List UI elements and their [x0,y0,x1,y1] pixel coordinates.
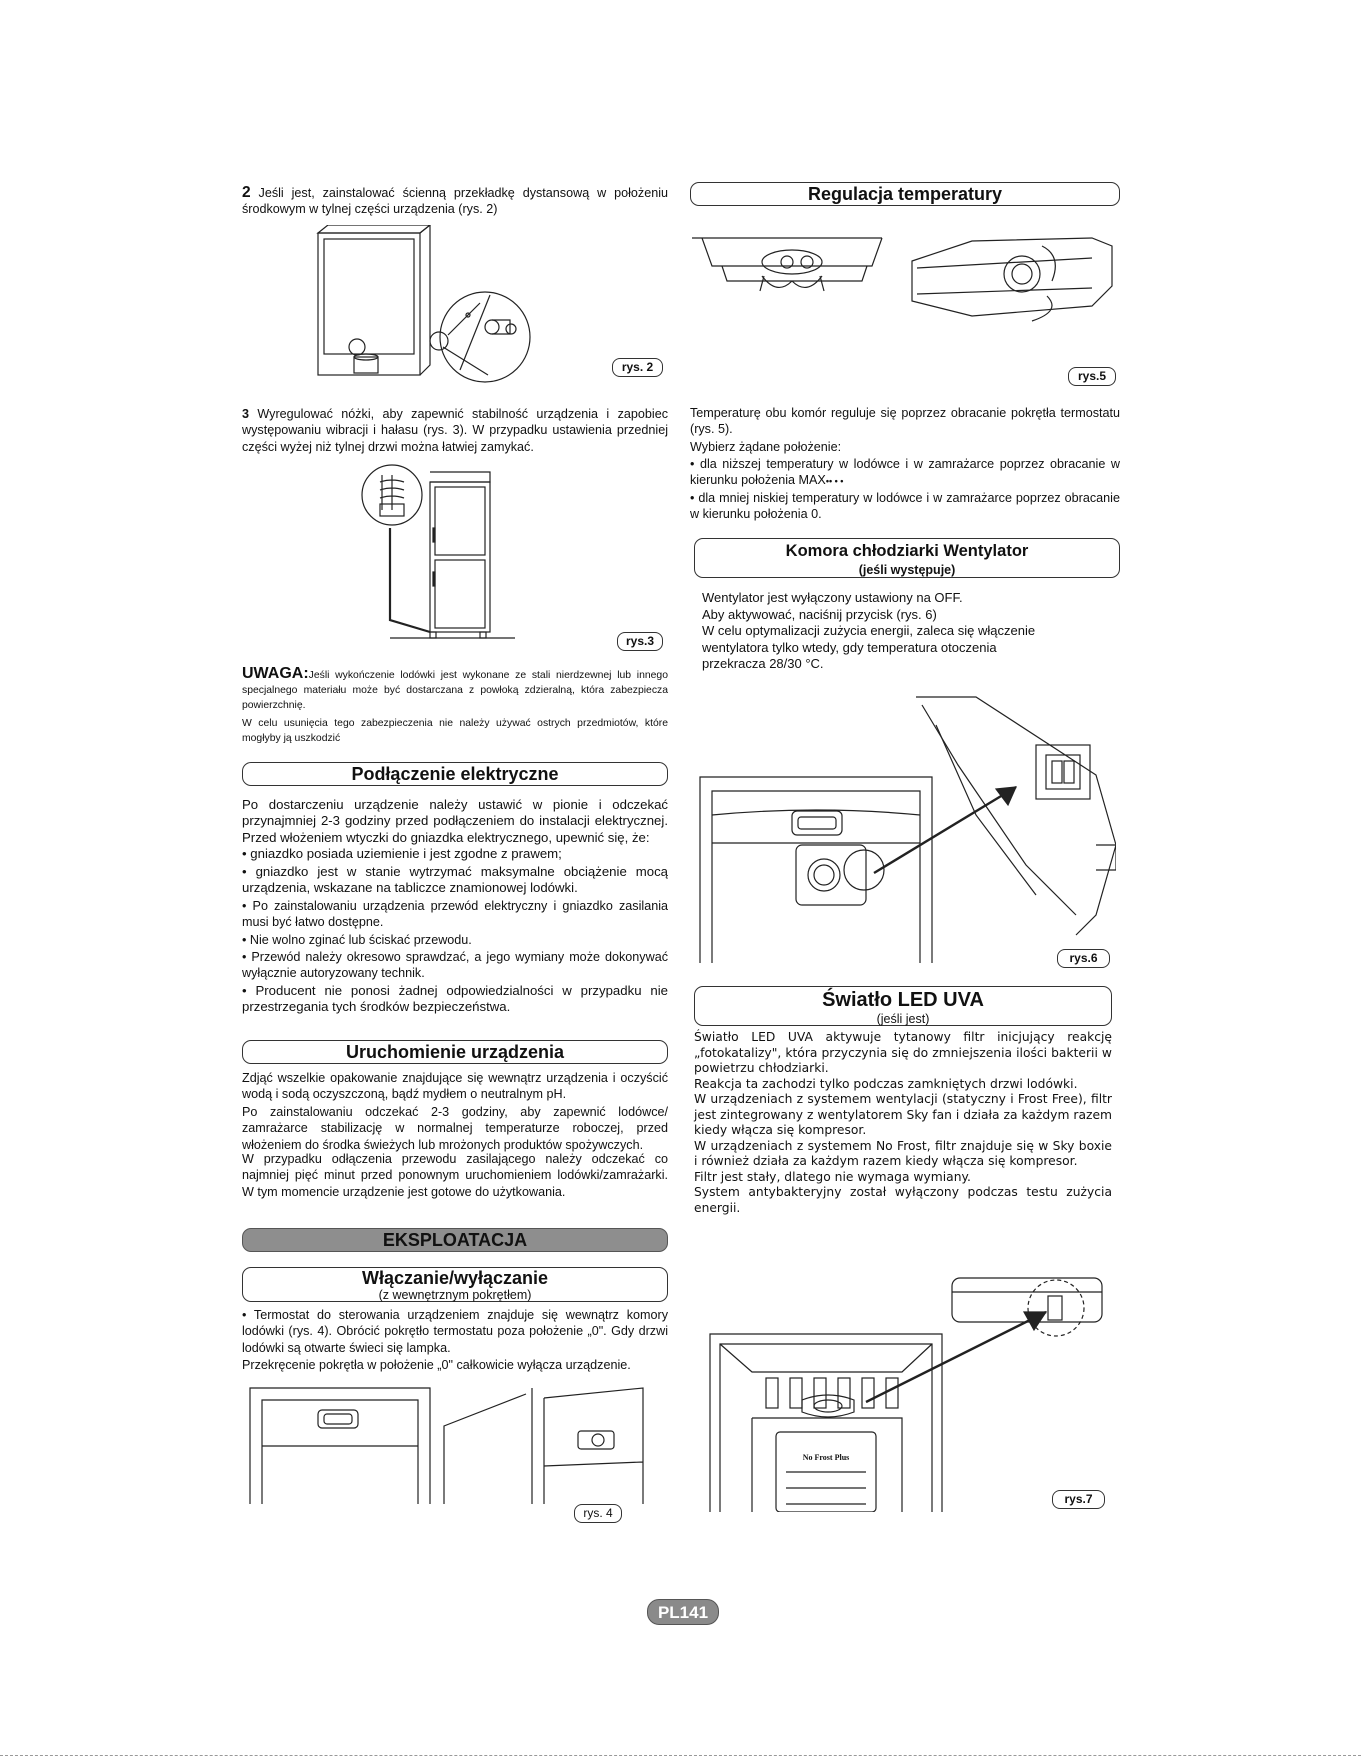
figure-2-label: rys. 2 [612,358,663,377]
temperature-heading-text: Regulacja temperatury [807,184,1003,204]
step2-paragraph [242,185,668,218]
figure-7-label: rys.7 [1052,1490,1105,1509]
figure-5-thermostat-knob-illustration [692,236,1122,336]
led-heading-text: Światło LED UVA [822,989,984,1011]
step2-text: Jeśli jest, zainstalować ścienną przekładkę dystansową w położeniu środkowym w tylnej części urządzenia (rys. 2) [242,186,669,217]
led-paragraph-2: Reakcja ta zachodzi tylko podczas zamkniętych drzwi lodówki. [694,1076,1078,1091]
figure-5-label: rys.5 [1068,367,1116,386]
temperature-paragraph-1: Temperaturę obu komór reguluje się poprzez obracanie pokrętła termostatu (rys. 5). [690,406,1120,437]
fan-compartment-heading [694,538,1120,578]
on-off-heading [242,1267,668,1302]
electrical-bullet-2: • gniazdko jest w stanie wytrzymać maksymalne obciążenie mocą urządzenia, wskazane na tabliczce znamionowej lodówki. [242,864,668,896]
warning-text-1: Jeśli wykończenie lodówki jest wykonane ze stali nierdzewnej lub innego specjalnego materiału może być dostarczana z powłoką zdzieralną, która zabezpiecza powierzchnię. [242,670,668,711]
page-number-badge: PL141 [647,1599,719,1625]
fan-instructions [702,590,1112,673]
figure-3-label: rys.3 [617,632,663,651]
led-subheading: (jeśli jest) [876,1012,930,1026]
on-off-paragraph-1: • Termostat do sterowania urządzeniem znajduje się wewnątrz komory lodówki (rys. 4). Obrócić pokrętło termostatu poza położenie „0". Gdy drzwi lodówki są otwarte świeci się lampka. [242,1308,668,1355]
figure-4-label: rys. 4 [574,1504,622,1523]
electrical-bullet-4: • Nie wolno zginać lub ściskać przewodu. [242,933,472,947]
figure-7-panel-text: No Frost Plus [802,1453,850,1462]
step3-text: Wyregulować nóżki, aby zapewnić stabilność urządzenia i zapobiec występowaniu wibracji i hałasu (rys. 3). W przypadku ustawienia przedniej części wyżej niż tylnej drzwi można łatwiej zamykać. [242,407,668,454]
startup-paragraph-2: Po zainstalowaniu odczekać 2-3 godziny, aby zapewnić lodówce/ zamrażarce stabilizację w normalnej temperaturze roboczej, przed włożeniem do środka świeżych lub mrożonych produktów spożywczych. [242,1105,668,1152]
electrical-connection-heading [242,762,668,786]
startup-heading-text: Uruchomienie urządzenia [345,1042,565,1062]
warning-text-2: W celu usunięcia tego zabezpieczenia nie należy używać ostrych przedmiotów, które mogłyby ją uszkodzić [242,718,668,744]
step3-paragraph [242,406,668,455]
startup-heading [242,1040,668,1064]
electrical-heading-text: Podłączenie elektryczne [351,764,559,784]
fan-subheading: (jeśli występuje) [858,563,956,577]
led-paragraph-6: System antybakteryjny został wyłączony podczas testu zużycia energii. [694,1185,1112,1215]
electrical-bullet-6: • Producent nie ponosi żadnej odpowiedzialności w przypadku nie przestrzegania tych środków bezpieczeństwa. [242,983,668,1015]
fan-line-5: przekracza 28/30 °C. [702,656,824,671]
on-off-heading-text: Włączanie/wyłączanie [361,1268,549,1288]
fan-line-1: Wentylator jest wyłączony ustawiony na OFF. [702,590,963,605]
figure-6-label: rys.6 [1057,949,1110,968]
electrical-intro: Po dostarczeniu urządzenie należy ustawić w pionie i odczekać przynajmniej 2-3 godziny przed podłączeniem do instalacji elektrycznej. Przed włożeniem wtyczki do gniazdka elektrycznego, upewnić się, że: [242,797,668,845]
led-description [694,1030,1112,1216]
figure-6-fan-button-illustration [696,695,1116,963]
temperature-bullet-1-text: • dla niższej temperatury w lodówce i w zamrażarce poprzez obracanie w kierunku położenia MAX [690,457,1120,488]
temperature-paragraph-2: Wybierz żądane położenie: [690,440,842,454]
temperature-regulation-heading [690,182,1120,206]
warning-paragraph [242,666,668,713]
led-paragraph-1: Światło LED UVA aktywuje tytanowy filtr inicjujący reakcję „fotokatalizy", która przyczynia się do zmniejszenia ilości bakterii w powietrzu chłodziarki. [694,1030,1112,1075]
fan-line-2: Aby aktywować, naciśnij przycisk (rys. 6) [702,606,937,622]
bottom-divider [0,1755,1361,1756]
led-paragraph-4: W urządzeniach z systemem No Frost, filtr znajduje się w Sky boxie i również działa za każdym razem kiedy włącza się kompresor. [694,1138,1112,1168]
temperature-bullet-2: • dla mniej niskiej temperatury w lodówce i w zamrażarce poprzez obracanie w kierunku położenia 0. [690,491,1120,522]
figure-3-feet-adjustment-illustration [360,460,530,650]
step3-number: 3 [242,407,250,421]
startup-paragraph-1: Zdjąć wszelkie opakowanie znajdujące się wewnątrz urządzenia i oczyścić wodą i sodą oczyszczoną, bądź mydłem o neutralnym pH. [242,1071,668,1102]
operation-heading: EKSPLOATACJA [242,1228,668,1252]
fan-line-3: W celu optymalizacji zużycia energii, zaleca się włączenie [702,623,1036,638]
electrical-bullet-5: • Przewód należy okresowo sprawdzać, a jego wymiany może dokonywać wyłącznie autoryzowany technik. [242,950,668,981]
fan-heading-text: Komora chłodziarki Wentylator [785,542,1029,560]
on-off-subheading: (z wewnętrznym pokrętłem) [378,1288,532,1302]
warning-heading: UWAGA: [242,665,309,682]
on-off-paragraph-2: Przekręcenie pokrętła w położenie „0" całkowicie wyłącza urządzenie. [242,1358,631,1372]
fan-line-4: wentylatora tylko wtedy, gdy temperatura otoczenia [702,639,997,655]
electrical-bullet-1: • gniazdko posiada uziemienie i jest zgodne z prawem; [242,846,562,861]
led-uva-heading [694,986,1112,1026]
figure-7-led-filter-illustration [706,1272,1116,1512]
startup-paragraph-3: W przypadku odłączenia przewodu zasilającego należy odczekać co najmniej pięć minut przed ponownym uruchomieniem lodówki/zamrażarki. W tym momencie urządzenie jest gotowe do użytkowania. [242,1152,668,1199]
led-paragraph-5: Filtr jest stały, dlatego nie wymaga wymiany. [694,1169,971,1184]
max-position-symbol: •• • • [825,476,844,487]
electrical-bullet-3: • Po zainstalowaniu urządzenia przewód elektryczny i gniazdko zasilania musi być łatwo dostępne. [242,899,668,930]
figure-2-spacer-illustration [310,225,545,395]
temperature-bullet-1 [690,456,1120,490]
figure-4-thermostat-illustration [248,1386,648,1504]
led-paragraph-3: W urządzeniach z systemem wentylacji (statyczny i Frost Free), filtr jest zintegrowany z wentylatorem Sky fan i działa za każdym razem kiedy włącza się kompresor. [694,1092,1112,1137]
step2-number: 2 [242,184,251,201]
